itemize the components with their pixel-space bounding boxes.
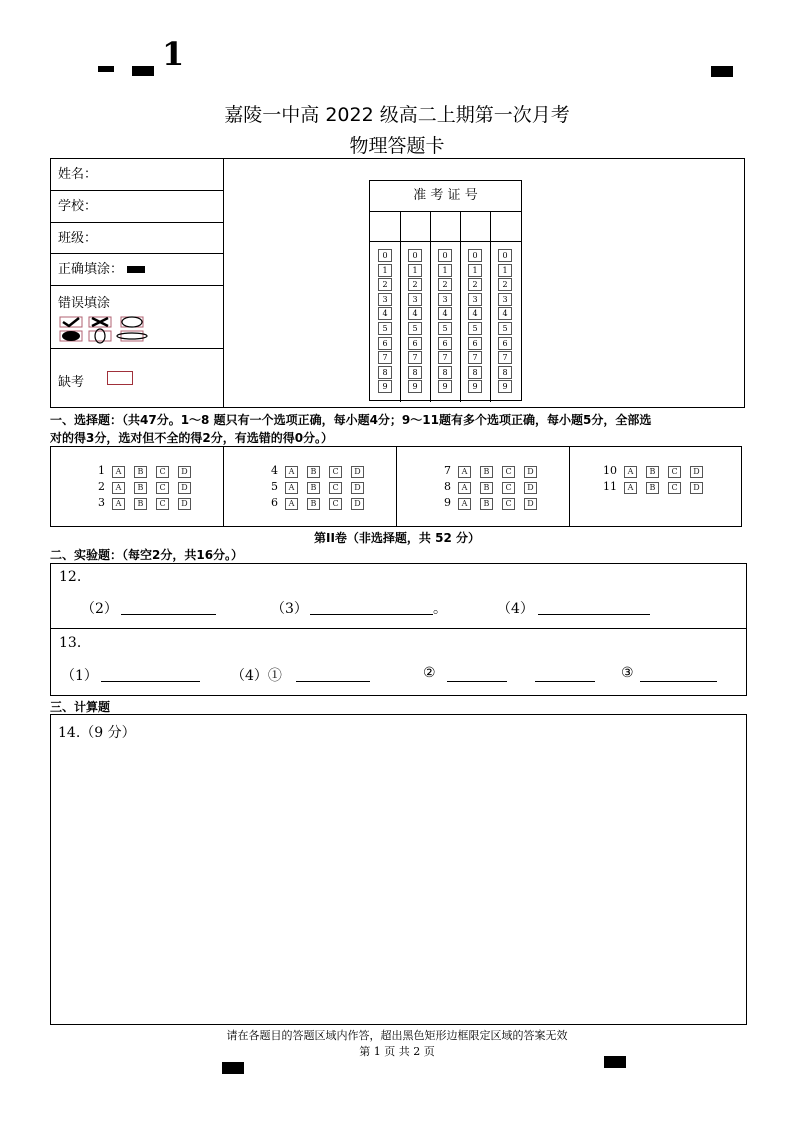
question-number: 1 (98, 464, 105, 477)
absent-label: 缺考 (58, 375, 85, 390)
calculation-answer-box[interactable] (50, 714, 747, 1025)
option-bubble-d[interactable]: D (524, 498, 537, 510)
option-bubble-b[interactable]: B (307, 466, 320, 478)
option-bubble-a[interactable]: A (112, 498, 125, 510)
option-bubble-c[interactable]: C (329, 482, 342, 494)
footer-page-info: 第 1 页 共 2 页 (359, 1045, 435, 1058)
option-bubble-a[interactable]: A (458, 482, 471, 494)
correct-fill-row (51, 254, 224, 286)
wrong-fill-label: 错误填涂 (58, 296, 111, 311)
question-number: 11 (603, 480, 617, 493)
school-label: 学校： (58, 199, 98, 214)
exam-id-digit-bubble[interactable]: 5 (438, 322, 452, 335)
exam-id-digit-bubble[interactable]: 9 (378, 380, 392, 393)
q12-blank-4-line[interactable] (538, 614, 650, 615)
exam-id-digit-bubble[interactable]: 4 (408, 307, 422, 320)
correct-fill-sample (127, 266, 145, 273)
option-bubble-d[interactable]: D (178, 482, 191, 494)
question-number: 3 (98, 496, 105, 509)
q12-number: 12. (59, 569, 82, 585)
exam-id-title: 准 考 证 号 (370, 181, 521, 212)
exam-id-digit-bubble[interactable]: 0 (498, 249, 512, 262)
option-bubble-d[interactable]: D (351, 466, 364, 478)
correct-fill-label: 正确填涂： (58, 262, 124, 277)
option-bubble-a[interactable]: A (624, 482, 637, 494)
q14-label: 14.（9 分） (58, 725, 136, 741)
check-mark-sample-icon (60, 317, 82, 327)
option-bubble-c[interactable]: C (668, 482, 681, 494)
exam-id-digit-bubble[interactable]: 3 (408, 293, 422, 306)
question-number: 10 (603, 464, 617, 477)
exam-id-digit-bubble[interactable]: 1 (438, 264, 452, 277)
q13-blank-4-3-line[interactable] (640, 681, 717, 682)
q13-blank-1-label: （1） (61, 668, 98, 684)
exam-id-digit-bubble[interactable]: 3 (438, 293, 452, 306)
exam-id-digit-bubble[interactable]: 0 (438, 249, 452, 262)
exam-id-digit-bubble[interactable]: 4 (438, 307, 452, 320)
choice-question-row (87, 481, 200, 494)
option-bubble-b[interactable]: B (646, 466, 659, 478)
horizontal-oval-sample-icon (117, 331, 147, 341)
exam-id-digit-bubble[interactable]: 9 (468, 380, 482, 393)
question-number: 9 (444, 496, 451, 509)
exam-id-digit-bubble[interactable]: 6 (468, 337, 482, 350)
exam-id-digit-bubble[interactable]: 6 (408, 337, 422, 350)
option-bubble-d[interactable]: D (524, 482, 537, 494)
exam-id-digit-bubble[interactable]: 6 (378, 337, 392, 350)
exam-id-digit-bubble[interactable]: 9 (438, 380, 452, 393)
info-panel (50, 158, 745, 408)
q13-blank-4-1-line[interactable] (296, 681, 370, 682)
exam-id-digit-bubble[interactable]: 5 (498, 322, 512, 335)
cross-mark-sample-icon (89, 317, 111, 327)
q12-blank-3-label: （3） (271, 601, 308, 617)
choice-question-row (87, 465, 200, 478)
exam-title: 嘉陵一中高 2022 级高二上期第一次月考 (224, 104, 570, 126)
experiment-answer-box (50, 563, 747, 696)
exam-id-digit-bubble[interactable]: 8 (498, 366, 512, 379)
position-mark-top-left-1 (98, 66, 114, 72)
q13-blank-1-line[interactable] (101, 681, 200, 682)
option-bubble-c[interactable]: C (668, 466, 681, 478)
question-number: 8 (444, 480, 451, 493)
choice-question-row (599, 465, 712, 478)
choice-question-row (260, 481, 373, 494)
q12-period: 。 (433, 601, 447, 617)
exam-id-digit-bubble[interactable]: 6 (438, 337, 452, 350)
option-bubble-b[interactable]: B (134, 498, 147, 510)
exam-id-digit-bubble[interactable]: 2 (498, 278, 512, 291)
option-bubble-d[interactable]: D (524, 466, 537, 478)
wrong-fill-samples (59, 316, 159, 344)
option-bubble-c[interactable]: C (329, 466, 342, 478)
absent-checkbox[interactable] (107, 371, 133, 385)
exam-id-digit-bubble[interactable]: 0 (468, 249, 482, 262)
option-bubble-a[interactable]: A (285, 482, 298, 494)
question-number: 6 (271, 496, 278, 509)
exam-id-digit-bubble[interactable]: 1 (408, 264, 422, 277)
exam-id-digit-bubble[interactable]: 4 (378, 307, 392, 320)
name-label: 姓名： (58, 167, 98, 182)
exam-id-digit-bubble[interactable]: 8 (378, 366, 392, 379)
name-field[interactable] (51, 159, 224, 191)
exam-id-digit-bubble[interactable]: 3 (498, 293, 512, 306)
choice-question-row (260, 497, 373, 510)
section1-title: 一、选择题：（共47分。1～8 题只有一个选项正确，每小题4分；9～11题有多个选项正确，每小题5分，全部选 (50, 413, 652, 427)
option-bubble-c[interactable]: C (156, 498, 169, 510)
exam-id-digit-bubble[interactable]: 9 (498, 380, 512, 393)
q12-blank-4-label: （4） (497, 601, 534, 617)
option-bubble-c[interactable]: C (502, 466, 515, 478)
exam-id-digit-bubble[interactable]: 2 (408, 278, 422, 291)
choice-question-row (433, 497, 546, 510)
choice-question-row (87, 497, 200, 510)
option-bubble-c[interactable]: C (156, 482, 169, 494)
option-bubble-d[interactable]: D (690, 482, 703, 494)
exam-id-digit-bubble[interactable]: 3 (468, 293, 482, 306)
school-field[interactable] (51, 191, 224, 223)
exam-id-write-row[interactable] (370, 212, 521, 242)
choice-question-row (599, 481, 712, 494)
option-bubble-b[interactable]: B (480, 498, 493, 510)
filled-circle-sample-icon (60, 331, 82, 341)
section3-title: 三、计算题 (50, 700, 111, 714)
choice-question-row (433, 465, 546, 478)
option-bubble-a[interactable]: A (624, 466, 637, 478)
exam-id-digit-bubble[interactable]: 2 (378, 278, 392, 291)
option-bubble-d[interactable]: D (351, 498, 364, 510)
option-bubble-a[interactable]: A (458, 466, 471, 478)
question-number: 5 (271, 480, 278, 493)
option-bubble-b[interactable]: B (307, 498, 320, 510)
exam-id-digit-bubble[interactable]: 7 (408, 351, 422, 364)
exam-id-digit-bubble[interactable]: 1 (378, 264, 392, 277)
exam-id-digit-bubble[interactable]: 7 (438, 351, 452, 364)
option-bubble-a[interactable]: A (285, 466, 298, 478)
option-bubble-c[interactable]: C (329, 498, 342, 510)
question-number: 2 (98, 480, 105, 493)
option-bubble-b[interactable]: B (480, 482, 493, 494)
choice-question-row (433, 481, 546, 494)
exam-id-digit-bubble[interactable]: 7 (378, 351, 392, 364)
q13-blank-4-2-line-a[interactable] (447, 681, 507, 682)
option-bubble-d[interactable]: D (351, 482, 364, 494)
q13-blank-4-1-label: （4）① (231, 668, 282, 684)
option-bubble-b[interactable]: B (134, 466, 147, 478)
exam-id-digit-bubble[interactable]: 5 (378, 322, 392, 335)
exam-id-digit-bubble[interactable]: 7 (498, 351, 512, 364)
choice-question-row (260, 465, 373, 478)
q13-blank-4-2-label: ② (423, 665, 436, 681)
option-bubble-b[interactable]: B (134, 482, 147, 494)
option-bubble-c[interactable]: C (502, 498, 515, 510)
position-mark-bottom-left (222, 1062, 244, 1074)
option-bubble-c[interactable]: C (156, 466, 169, 478)
exam-id-digit-bubble[interactable]: 2 (438, 278, 452, 291)
section2-title: 二、实验题：（每空2分，共16分。） (50, 548, 244, 562)
section1-title-continued: 对的得3分，选对但不全的得2分，有选错的得0分。） (50, 431, 334, 445)
option-bubble-b[interactable]: B (307, 482, 320, 494)
question-number: 4 (271, 464, 278, 477)
absent-row (51, 349, 223, 407)
exam-id-digit-bubble[interactable]: 6 (498, 337, 512, 350)
footer-note: 请在各题目的答题区域内作答，超出黑色矩形边框限定区域的答案无效 (226, 1029, 568, 1042)
option-bubble-a[interactable]: A (112, 482, 125, 494)
answer-sheet-title: 物理答题卡 (349, 135, 445, 157)
choice-answer-box (50, 446, 742, 527)
exam-id-digit-bubble[interactable]: 2 (468, 278, 482, 291)
q12-blank-2-label: （2） (81, 601, 118, 617)
exam-id-digit-bubble[interactable]: 5 (408, 322, 422, 335)
option-bubble-b[interactable]: B (480, 466, 493, 478)
option-bubble-d[interactable]: D (178, 466, 191, 478)
option-bubble-a[interactable]: A (112, 466, 125, 478)
exam-id-digit-columns (370, 242, 521, 402)
exam-id-digit-bubble[interactable]: 1 (498, 264, 512, 277)
exam-id-digit-bubble[interactable]: 0 (408, 249, 422, 262)
question-number: 7 (444, 464, 451, 477)
exam-id-digit-bubble[interactable]: 7 (468, 351, 482, 364)
exam-id-digit-bubble[interactable]: 5 (468, 322, 482, 335)
option-bubble-c[interactable]: C (502, 482, 515, 494)
exam-id-digit-bubble[interactable]: 8 (438, 366, 452, 379)
choice-divider-3 (569, 447, 570, 526)
wrong-fill-row (51, 286, 224, 349)
exam-id-digit-bubble[interactable]: 8 (468, 366, 482, 379)
circle-mark-sample-icon (121, 317, 143, 327)
option-bubble-a[interactable]: A (458, 498, 471, 510)
q13-number: 13． (59, 635, 91, 651)
q12-blank-2-line[interactable] (121, 614, 216, 615)
position-mark-top-left-2 (132, 66, 154, 76)
position-mark-top-right (711, 66, 733, 77)
exam-id-digit-bubble[interactable]: 3 (378, 293, 392, 306)
choice-divider-1 (223, 447, 224, 526)
option-bubble-a[interactable]: A (285, 498, 298, 510)
option-bubble-d[interactable]: D (690, 466, 703, 478)
q12-q13-divider (51, 628, 746, 629)
exam-id-digit-bubble[interactable]: 8 (408, 366, 422, 379)
volume2-title: 第II卷（非选择题，共 52 分） (314, 531, 480, 545)
exam-id-digit-bubble[interactable]: 1 (468, 264, 482, 277)
exam-id-digit-bubble[interactable]: 9 (408, 380, 422, 393)
exam-id-grid (369, 180, 522, 401)
exam-id-digit-bubble[interactable]: 4 (468, 307, 482, 320)
class-field[interactable] (51, 223, 224, 254)
exam-id-digit-bubble[interactable]: 0 (378, 249, 392, 262)
vertical-oval-sample-icon (89, 329, 111, 343)
choice-divider-2 (396, 447, 397, 526)
option-bubble-b[interactable]: B (646, 482, 659, 494)
class-label: 班级： (58, 231, 98, 246)
exam-id-digit-bubble[interactable]: 4 (498, 307, 512, 320)
page-number: 1 (162, 35, 185, 73)
option-bubble-d[interactable]: D (178, 498, 191, 510)
q13-blank-4-2-line-b[interactable] (535, 681, 595, 682)
q13-blank-4-3-label: ③ (621, 665, 634, 681)
q12-blank-3-line[interactable] (310, 614, 433, 615)
